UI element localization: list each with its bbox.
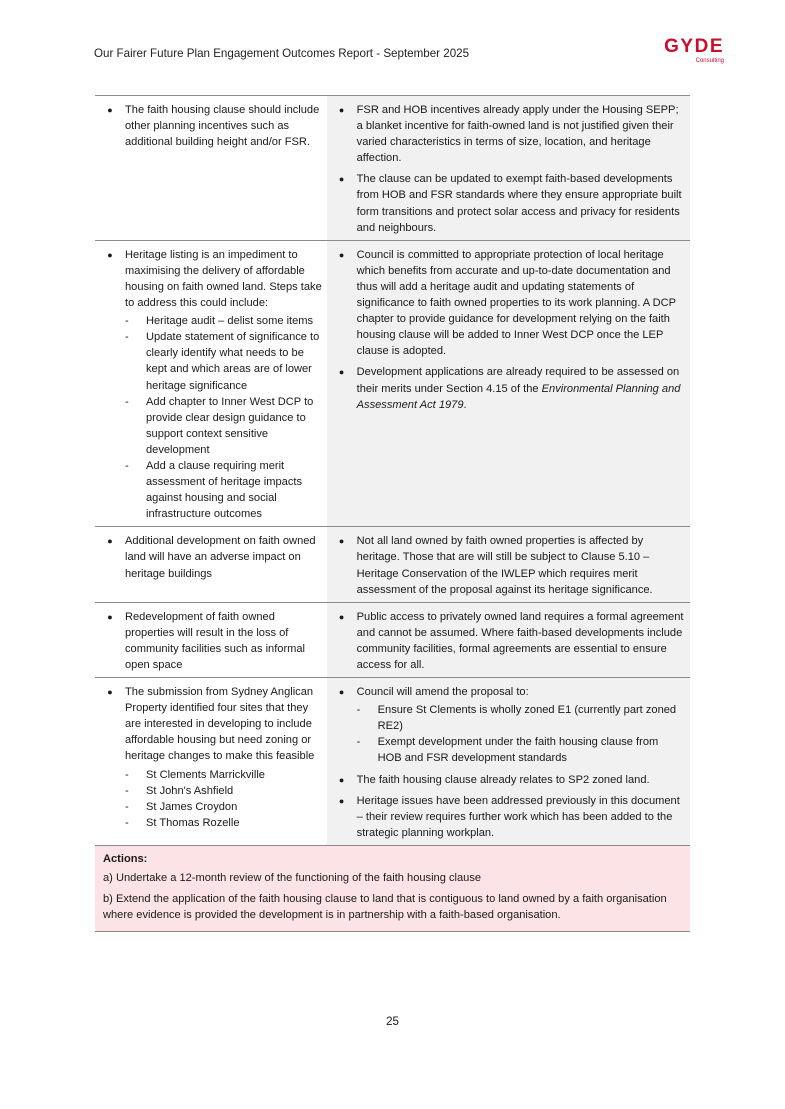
dash-icon: -: [125, 395, 129, 408]
list-item: [95, 102, 327, 150]
sub-item-text: Ensure St Clements is wholly zoned E1 (currently part zoned RE2): [377, 704, 677, 733]
action-item: a) Undertake a 12-month review of the functioning of the faith housing clause: [103, 872, 482, 885]
sub-list-item: [125, 329, 327, 393]
table-row: [95, 96, 690, 241]
issue-cell: [95, 678, 327, 845]
response-cell: [327, 527, 690, 601]
response-cell: [327, 678, 690, 845]
response-text: FSR and HOB incentives already apply under the Housing SEPP; a blanket incentive for faith-owned land is not justified given their varied characteristics in terms of size, location, and heritage affection.: [356, 104, 679, 165]
table-row: [95, 527, 690, 602]
bullet-icon: ●: [107, 105, 113, 115]
actions-heading: Actions:: [103, 852, 148, 865]
sub-item-text: Exempt development under the faith housing clause from HOB and FSR development standards: [377, 736, 659, 765]
bullet-icon: ●: [107, 536, 113, 547]
response-cell: [327, 603, 690, 677]
list-item: [95, 684, 327, 831]
list-item: [327, 102, 684, 166]
act-citation: Environmental Planning and Assessment Act 1979: [356, 382, 681, 411]
table-row: [95, 241, 690, 528]
response-text: [357, 364, 684, 412]
response-text: Council is committed to appropriate protection of local heritage which benefits from accurate and up-to-date documentation and thus will add a heritage audit and updating statements of significance to faith owned properties to its work planning. A DCP chapter to provide guidance for development relying on the faith housing clause will be added to Inner West DCP once the LEP clause is adopted.: [356, 248, 676, 358]
sub-item-text: Add a clause requiring merit assessment of heritage impacts against housing and social infrastructure outcomes: [146, 459, 303, 521]
actions-box: [95, 846, 690, 932]
response-text: Not all land owned by faith owned properties is affected by heritage. Those that are will still be subject to Clause 5.10 – Heritage Conservation of the IWLEP which requires merit assessment of the proposal against its heritage significance.: [356, 535, 653, 596]
sub-item-text: Add chapter to Inner West DCP to provide clear design guidance to support context sensitive development: [146, 395, 314, 456]
response-text-lead: Development applications are already required to be assessed on their merits under Section 4.15 of the: [356, 366, 680, 395]
bullet-icon: ●: [338, 687, 345, 698]
list-item: [327, 364, 684, 412]
sub-item-text: St John's Ashfield: [146, 784, 234, 797]
sub-list-item: [125, 799, 327, 815]
sub-item-text: Heritage audit – delist some items: [146, 315, 314, 328]
list-item: [95, 247, 327, 523]
list-item: [327, 684, 684, 766]
dash-icon: -: [356, 704, 361, 717]
submissions-response-table: [95, 95, 690, 932]
sub-item-text: St Thomas Rozelle: [146, 816, 240, 829]
sub-item-text: Update statement of significance to clearly identify what needs to be kept and which areas are of lower heritage significance: [146, 331, 320, 392]
gyde-consulting-logo: [638, 36, 728, 70]
bullet-icon: ●: [338, 249, 345, 260]
list-item: [95, 609, 327, 673]
response-text: The faith housing clause already relates to SP2 zoned land.: [356, 773, 650, 786]
action-item: b) Extend the application of the faith housing clause to land that is contiguous to land owned by a faith organisation where evidence is provided the development is in partnership with a faith-based organisation.: [103, 893, 667, 922]
dash-icon: -: [125, 784, 129, 797]
bullet-icon: ●: [338, 174, 345, 185]
response-text: The clause can be updated to exempt faith-based developments from HOB and FSR standards where they ensure appropriate built form transitions and protect solar access and privacy for residents and neighbours.: [356, 173, 682, 234]
bullet-icon: ●: [338, 105, 345, 115]
bullet-icon: ●: [338, 611, 345, 622]
issue-cell: [95, 241, 327, 527]
sub-list-item: [125, 783, 327, 799]
sub-list-item: [125, 458, 327, 522]
sub-list: [125, 767, 327, 831]
list-item: [327, 247, 684, 360]
logo-wordmark: GYDE: [664, 36, 724, 57]
bullet-icon: ●: [107, 249, 113, 260]
list-item: [327, 609, 684, 673]
bullet-icon: ●: [107, 611, 113, 622]
dash-icon: -: [125, 816, 129, 829]
response-cell: [327, 96, 690, 240]
response-text-end: .: [463, 398, 467, 411]
sub-list-item: [125, 394, 327, 458]
issue-text: Heritage listing is an impediment to maximising the delivery of affordable housing on faith owned land. Steps take to address this could include:: [125, 248, 322, 310]
sub-list: [125, 313, 327, 522]
report-title: Our Fairer Future Plan Engagement Outcomes Report - September 2025: [94, 47, 470, 60]
response-cell: [327, 241, 690, 527]
issue-text: The faith housing clause should include other planning incentives such as additional building height and/or FSR.: [125, 104, 320, 149]
issue-cell: [95, 527, 327, 601]
sub-list-item: [125, 815, 327, 831]
sub-list-item: [357, 702, 684, 734]
dash-icon: -: [125, 768, 129, 781]
bullet-icon: ●: [107, 687, 113, 698]
issue-text: Additional development on faith owned land will have an adverse impact on heritage buildings: [125, 535, 316, 580]
issue-cell: [95, 603, 327, 677]
list-item: [95, 533, 327, 581]
table-row: [95, 603, 690, 678]
dash-icon: -: [125, 800, 129, 813]
issue-cell: [95, 96, 327, 240]
dash-icon: -: [125, 459, 129, 472]
sub-list-item: [357, 734, 684, 766]
dash-icon: -: [125, 331, 129, 344]
dash-icon: -: [356, 736, 361, 749]
list-item: [327, 533, 684, 597]
bullet-icon: ●: [338, 795, 345, 806]
issue-text: The submission from Sydney Anglican Property identified four sites that they are interested in developing to include affordable housing but need zoning or heritage changes to make this feasible: [125, 686, 315, 763]
logo-subtitle: Consulting: [695, 58, 724, 64]
table-row: [95, 678, 690, 846]
bullet-icon: ●: [338, 536, 345, 547]
list-item: [327, 793, 684, 841]
sub-item-text: St Clements Marrickville: [146, 768, 265, 781]
list-item: [327, 772, 684, 788]
sub-list: [357, 702, 684, 766]
sub-list-item: [125, 313, 327, 329]
response-text: Heritage issues have been addressed previously in this document – their review requires further work which has been added to the strategic planning workplan.: [356, 794, 680, 839]
sub-item-text: St James Croydon: [146, 800, 238, 813]
bullet-icon: ●: [338, 774, 345, 785]
dash-icon: -: [125, 315, 129, 328]
response-text: Public access to privately owned land requires a formal agreement and cannot be assumed. Where faith-based developments include community facilities, formal agreements are essential to ensure access for all.: [356, 610, 684, 671]
sub-list-item: [125, 767, 327, 783]
page-number: 25: [386, 1016, 399, 1028]
list-item: [327, 171, 684, 235]
response-text: Council will amend the proposal to:: [356, 686, 529, 699]
issue-text: Redevelopment of faith owned properties will result in the loss of community facilities such as informal open space: [125, 610, 306, 671]
bullet-icon: ●: [338, 367, 345, 378]
